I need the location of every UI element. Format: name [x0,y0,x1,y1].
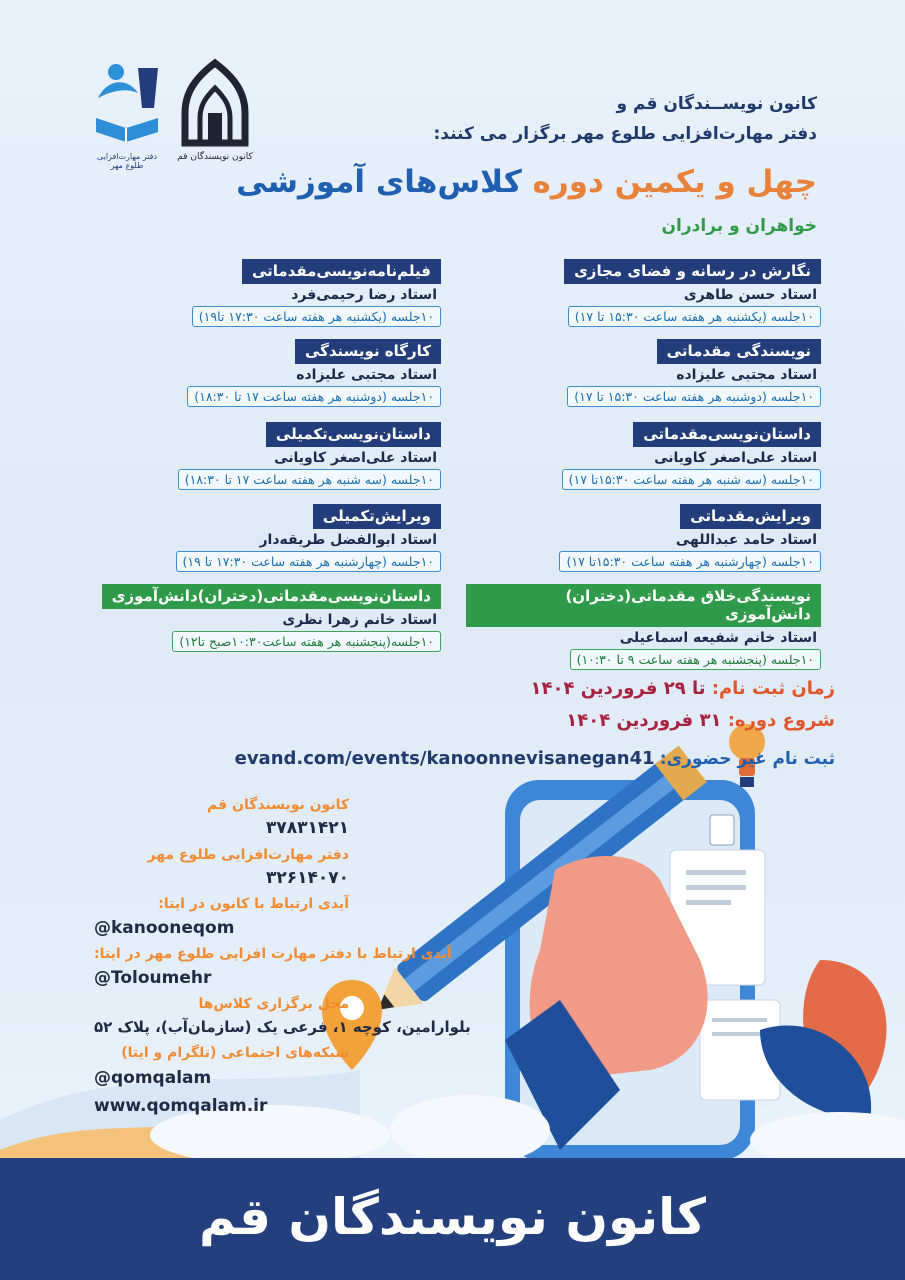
course-teacher: استاد حسن طاهری [683,287,817,303]
registration-link[interactable]: evand.com/events/kanoonnevisanegan41 [234,748,655,769]
website-link[interactable]: www.qomqalam.ir [94,1096,268,1116]
course-right-2 [466,339,821,407]
start-value: ۳۱ فروردین ۱۴۰۴ [566,710,722,731]
course-left-2 [86,339,441,407]
course-title: کارگاه نویسندگی [295,339,441,364]
eitaa-kanoon-id[interactable]: @kanooneqom [94,918,235,938]
course-left-1 [86,259,441,327]
course-teacher: استاد مجتبی علیزاده [296,367,437,383]
eitaa-kanoon-label: آیدی ارتباط با کانون در ایتا: [158,896,349,912]
venue-address: بلوارامین، کوچه ۱، فرعی یک (سازمان‌آب)، پلاک ۵۲ [94,1018,471,1036]
title-part-1: چهل و یکمین دوره [532,164,817,200]
start-label: شروع دوره: [727,710,835,731]
course-title: نویسندگی‌خلاق مقدماتی(دختران) دانش‌آموزی [466,584,821,627]
online-registration [235,748,835,769]
course-teacher: استاد مجتبی علیزاده [676,367,817,383]
course-left-3 [86,422,441,490]
course-title: داستان‌نویسی‌تکمیلی [266,422,441,447]
organizer-line-2: دفتر مهارت‌افزایی طلوع مهر برگزار می کنند: [433,124,817,144]
course-title: فیلم‌نامه‌نویسی‌مقدماتی [242,259,441,284]
course-teacher: استاد ابوالفضل طریقه‌دار [259,532,437,548]
course-schedule: ۱۰جلسه (سه شنبه هر هفته ساعت ۱۷ تا ۱۸:۳۰) [178,469,441,490]
course-teacher: استاد رضا رحیمی‌فرد [291,287,437,303]
course-title: داستان‌نویسی‌مقدماتی(دختران)دانش‌آموزی [102,584,441,609]
course-right-3 [466,422,821,490]
course-schedule: ۱۰جلسه (دوشنبه هر هفته ساعت ۱۵:۳۰ تا ۱۷) [567,386,821,407]
registration-deadline [530,678,835,699]
course-teacher: استاد علی‌اصغر کاویانی [654,450,817,466]
course-start [566,710,835,731]
course-schedule: ۱۰جلسه (پنجشنبه هر هفته ساعت ۹ تا ۱۰:۳۰) [570,649,821,670]
course-teacher: استاد خانم شفیعه اسماعیلی [619,630,817,646]
page-title [236,164,817,200]
office-label: دفتر مهارت‌افزایی طلوع مهر [147,847,349,863]
organizer-line-1: کانون نویســندگان قم و [616,94,817,114]
title-part-2: کلاس‌های آموزشی [236,164,522,200]
course-schedule: ۱۰جلسه (سه شنبه هر هفته ساعت ۱۵:۳۰تا ۱۷) [562,469,821,490]
office-phone[interactable]: ۳۲۶۱۴۰۷۰ [265,868,349,888]
kanoon-logo [170,58,260,168]
deadline-value: تا ۲۹ فروردین ۱۴۰۴ [530,678,706,699]
course-schedule: ۱۰جلسه (چهارشنبه هر هفته ساعت ۱۵:۳۰تا ۱۷) [559,551,821,572]
venue-label: محل برگزاری کلاس‌ها [198,996,349,1012]
course-teacher: استاد علی‌اصغر کاویانی [274,450,437,466]
course-title: نگارش در رسانه و فضای مجازی [564,259,821,284]
course-schedule: ۱۰جلسه (یکشنبه هر هفته ساعت ۱۷:۳۰ تا۱۹) [192,306,441,327]
course-right-5 [466,584,821,670]
course-teacher: استاد خانم زهرا نظری [282,612,437,628]
social-id[interactable]: @qomqalam [94,1068,212,1088]
course-title: ویرایش‌تکمیلی [313,504,441,529]
kanoon-phone[interactable]: ۳۷۸۳۱۴۲۱ [265,818,349,838]
eitaa-office-id[interactable]: @Toloumehr [94,968,212,988]
course-title: نویسندگی مقدماتی [657,339,821,364]
book-figure-logo-icon [88,58,166,148]
footer-title: کانون نویسندگان قم [198,1188,706,1246]
course-teacher: استاد حامد عبداللهی [675,532,817,548]
eitaa-office-label: آیدی ارتباط با دفتر مهارت افزایی طلوع مهر در ایتا: [94,946,452,962]
logo-caption: کانون نویسندگان قم [177,152,253,162]
course-title: داستان‌نویسی‌مقدماتی [633,422,821,447]
logo-caption: دفتر مهارت‌افزایی طلوع مهر [96,152,158,170]
course-schedule: ۱۰جلسه (دوشنبه هر هفته ساعت ۱۷ تا ۱۸:۳۰) [187,386,441,407]
course-left-5 [86,584,441,652]
course-schedule: ۱۰جلسه (یکشنبه هر هفته ساعت ۱۵:۳۰ تا ۱۷) [568,306,821,327]
course-right-4 [466,504,821,572]
kanoon-label: کانون نویسندگان قم [207,797,349,813]
course-schedule: ۱۰جلسه(پنجشنبه هر هفته ساعت۱۰:۳۰صبح تا۱۲) [172,631,441,652]
course-right-1 [466,259,821,327]
subtitle: خواهران و برادران [661,216,817,236]
clipboard-icon [710,815,734,845]
mosque-logo-icon [170,58,260,148]
toloue-mehr-logo [88,58,166,168]
course-schedule: ۱۰جلسه (چهارشنبه هر هفته ساعت ۱۷:۳۰ تا ۱۹) [176,551,442,572]
online-label: ثبت نام غیر حضوری: [659,749,835,769]
course-title: ویرایش‌مقدماتی [680,504,821,529]
social-label: شبکه‌های اجتماعی (تلگرام و ایتا) [121,1045,349,1061]
course-left-4 [86,504,441,572]
deadline-label: زمان ثبت نام: [711,678,835,699]
